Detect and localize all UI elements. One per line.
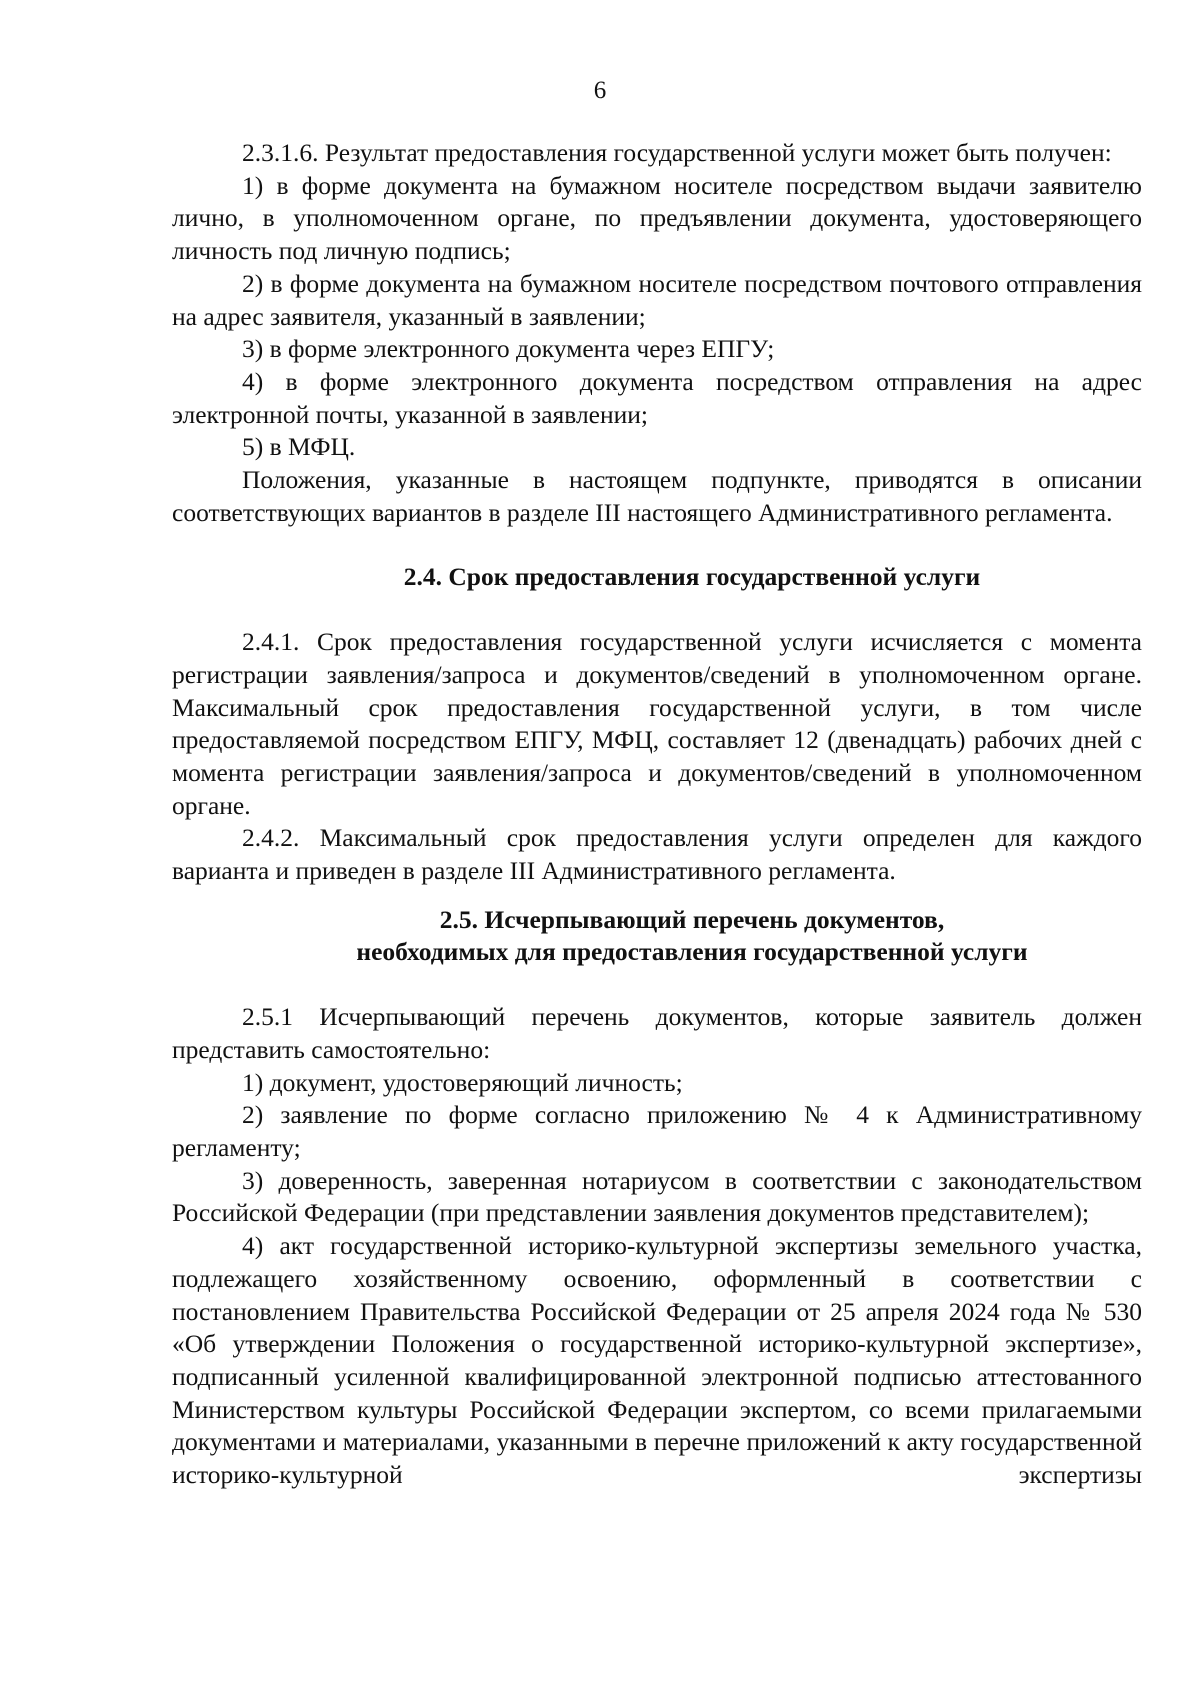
page-number: 6 bbox=[593, 77, 607, 104]
document-body bbox=[172, 137, 1142, 1492]
paragraph-2-4-1: 2.4.1. Срок предоставления государственной услуги исчисляется с момента регистрации заявления/запроса и документов/сведений в уполномоченном органе. Максимальный срок предоставления государственной услуги, в том числе предоставляемой посредством ЕПГУ, МФЦ, составляет 12 (двенадцать) рабочих дней с момента регистрации заявления/запроса и документов/сведений в уполномоченном органе. bbox=[172, 627, 1142, 820]
list-item-2: 2) в форме документа на бумажном носителе посредством почтового отправления на адрес заявителя, указанный в заявлении; bbox=[172, 268, 1142, 331]
section-heading-2-5-line1: 2.5. Исчерпывающий перечень документов, bbox=[439, 904, 945, 934]
section-heading-2-5-line2: необходимых для предоставления государственной услуги bbox=[356, 937, 1028, 967]
section-heading-2-5 bbox=[172, 904, 1142, 969]
paragraph-2-3-1-6: 2.3.1.6. Результат предоставления государственной услуги может быть получен: bbox=[242, 138, 1112, 167]
paragraph-2-5-1: 2.5.1 Исчерпывающий перечень документов, которые заявитель должен представить самостоятельно: bbox=[172, 1002, 1142, 1064]
document-list-item-4: 4) акт государственной историко-культурной экспертизы земельного участка, подлежащего хозяйственному освоению, оформленный в соответствии с постановлением Правительства Российской Федерации от 25 апреля 2024 года № 530 «Об утверждении Положения о государственной историко-культурной экспертизе», подписанный усиленной квалифицированной электронной подписью аттестованного Министерством культуры Российской Федерации экспертом, со всеми прилагаемыми документами и материалами, указанными в перечне приложений к акту государственной историко-культурной экспертизы bbox=[172, 1231, 1142, 1490]
list-item-5: 5) в МФЦ. bbox=[242, 432, 356, 462]
list-item-4: 4) в форме электронного документа посредством отправления на адрес электронной почты, указанной в заявлении; bbox=[172, 366, 1142, 429]
document-list-item-1: 1) документ, удостоверяющий личность; bbox=[242, 1067, 683, 1097]
provisions-paragraph: Положения, указанные в настоящем подпункте, приводятся в описании соответствующих вариантов в разделе III настоящего Административного регламента. bbox=[172, 465, 1142, 527]
list-item-3: 3) в форме электронного документа через ЕПГУ; bbox=[242, 334, 775, 364]
list-item-1: 1) в форме документа на бумажном носителе посредством выдачи заявителю лично, в уполномоченном органе, по предъявлении документа, удостоверяющего личность под личную подпись; bbox=[172, 170, 1142, 266]
document-list-item-2: 2) заявление по форме согласно приложению № 4 к Административному регламенту; bbox=[172, 1100, 1142, 1162]
section-heading-2-4: 2.4. Срок предоставления государственной услуги bbox=[403, 562, 981, 592]
paragraph-2-4-2: 2.4.2. Максимальный срок предоставления услуги определен для каждого варианта и приведен в разделе III Административного регламента. bbox=[172, 823, 1142, 886]
document-list-item-3: 3) доверенность, заверенная нотариусом в соответствии с законодательством Российской Федерации (при представлении заявления документов представителем); bbox=[172, 1165, 1142, 1228]
